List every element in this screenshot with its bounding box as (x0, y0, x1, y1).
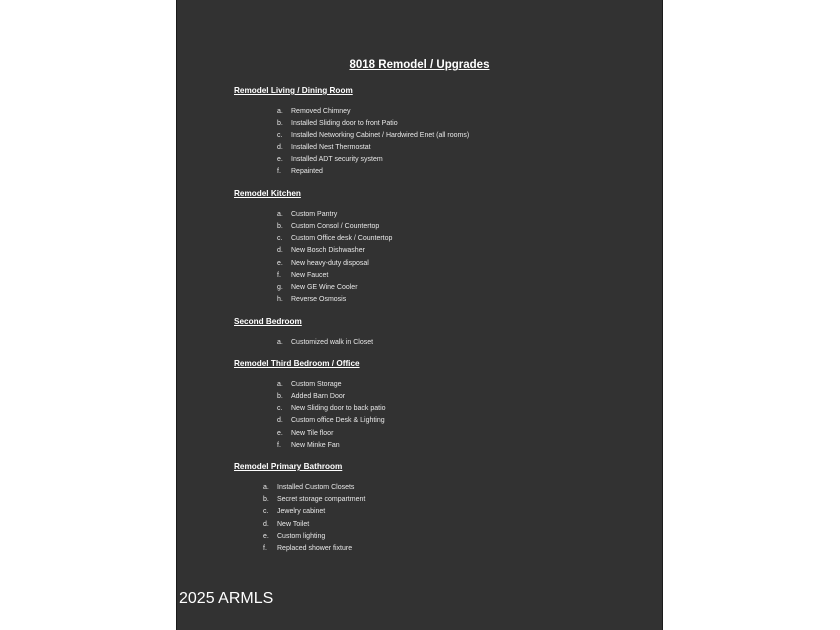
list-item: a. Customized walk in Closet (277, 339, 374, 346)
list-item: d. Custom office Desk & Lighting (277, 417, 385, 424)
list-item: a. Custom Pantry (277, 211, 338, 218)
list-item: c. Jewelry cabinet (263, 508, 326, 515)
document-page (176, 0, 663, 630)
list-item: f. New Faucet (277, 272, 329, 279)
list-item: b. Custom Consol / Countertop (277, 223, 380, 230)
list-item: a. Removed Chimney (277, 108, 351, 115)
section-heading-third-bedroom: Remodel Third Bedroom / Office (234, 359, 360, 368)
copyright-footer: 2025 ARMLS (179, 590, 274, 607)
list-item: g. New GE Wine Cooler (277, 284, 358, 291)
list-item: a. Installed Custom Closets (263, 484, 355, 491)
list-item: f. Repainted (277, 168, 323, 175)
section-heading-kitchen: Remodel Kitchen (234, 189, 301, 198)
document-title: 8018 Remodel / Upgrades (349, 59, 490, 71)
list-item: f. New Minke Fan (277, 442, 340, 449)
list-item: c. Installed Networking Cabinet / Hardwired Enet (all rooms) (277, 132, 470, 139)
list-item: b. Added Barn Door (277, 393, 346, 400)
section-heading-second-bedroom: Second Bedroom (234, 317, 302, 326)
list-item: d. New Bosch Dishwasher (277, 247, 365, 254)
list-item: a. Custom Storage (277, 381, 342, 388)
list-item: e. New Tile floor (277, 430, 334, 437)
list-item: h. Reverse Osmosis (277, 296, 347, 303)
list-item: b. Installed Sliding door to front Patio (277, 120, 398, 127)
list-item: d. Installed Nest Thermostat (277, 144, 371, 151)
list-item: d. New Toilet (263, 521, 310, 528)
section-heading-primary-bathroom: Remodel Primary Bathroom (234, 462, 343, 471)
list-item: e. Installed ADT security system (277, 156, 383, 163)
section-heading-living-dining: Remodel Living / Dining Room (234, 86, 353, 95)
list-item: c. New Sliding door to back patio (277, 405, 386, 412)
list-item: c. Custom Office desk / Countertop (277, 235, 393, 242)
list-item: f. Replaced shower fixture (263, 545, 353, 552)
list-item: e. New heavy-duty disposal (277, 260, 369, 267)
list-item: e. Custom lighting (263, 533, 326, 540)
list-item: b. Secret storage compartment (263, 496, 366, 503)
